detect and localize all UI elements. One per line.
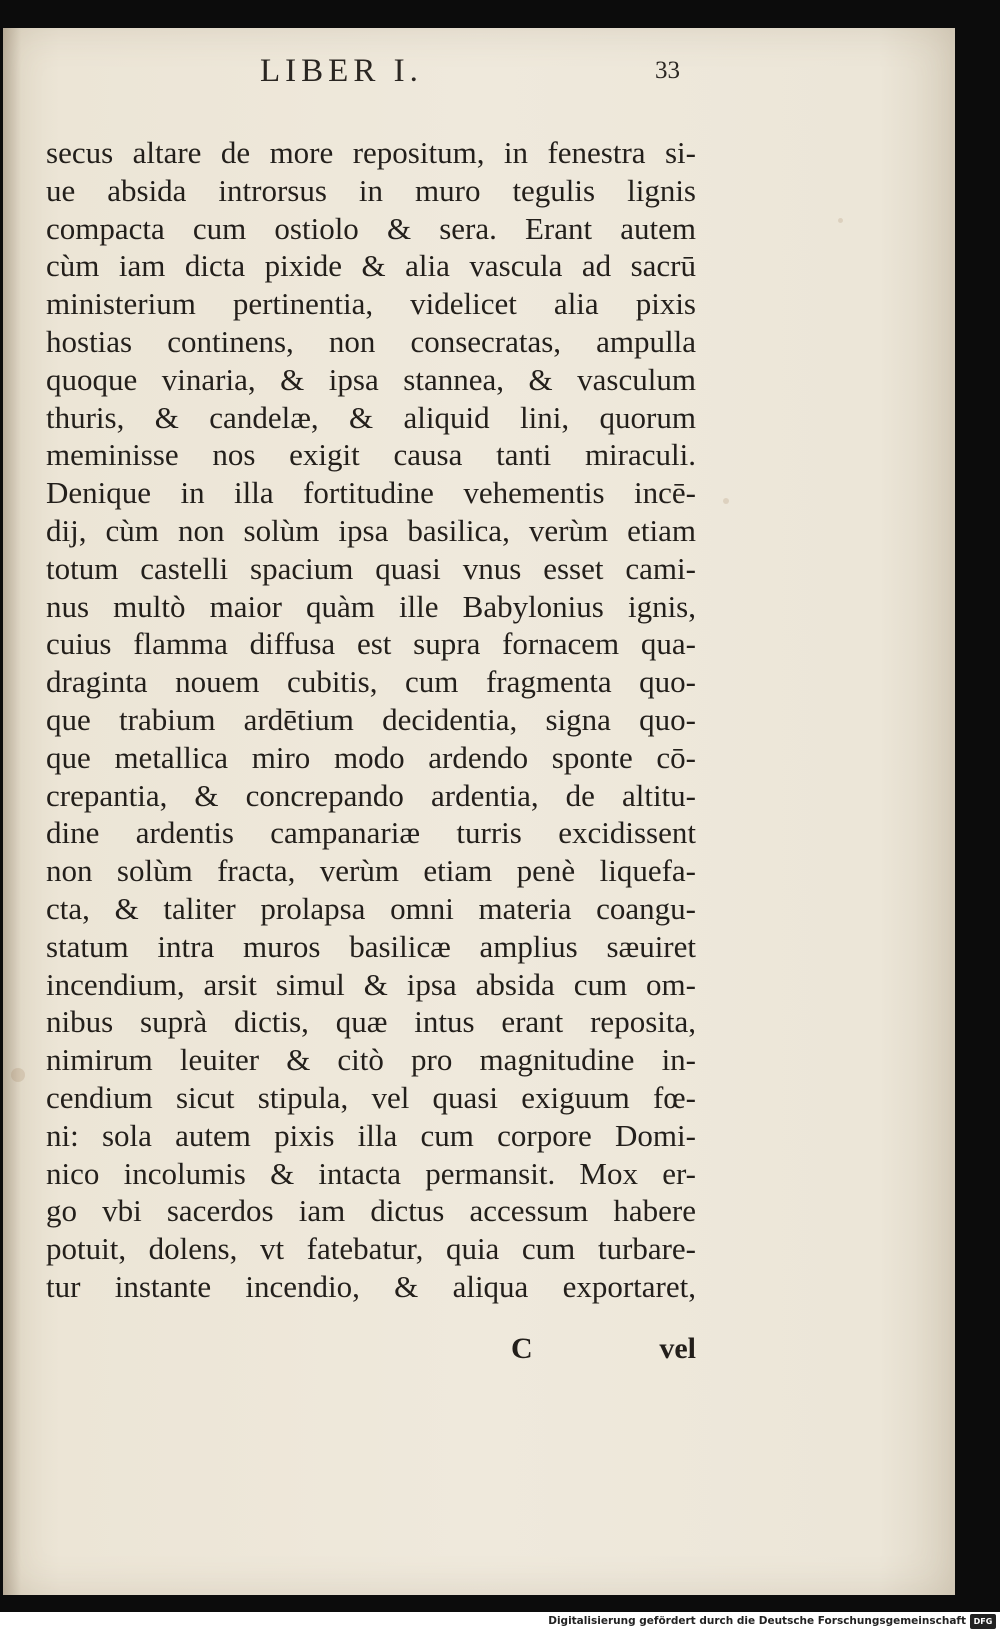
- text-line: cuius flamma diffusa est supra fornacem qua-: [46, 626, 696, 662]
- text-line: go vbi sacerdos iam dictus accessum habere: [46, 1193, 696, 1229]
- text-line: que trabium ardētium decidentia, signa quo-: [46, 701, 696, 737]
- text-line: cùm iam dicta pixide & alia vascula ad sacrū: [46, 248, 696, 284]
- text-line: dine ardentis campanariæ turris excidissent: [46, 815, 696, 851]
- text-line: nimirum leuiter & citò pro magnitudine in-: [46, 1042, 696, 1078]
- text-line: cendium sicut stipula, vel quasi exiguum fœ-: [46, 1079, 696, 1115]
- digitization-footer: [0, 1612, 1000, 1633]
- running-head: [45, 53, 695, 103]
- text-line: cta, & taliter prolapsa omni materia coangu-: [46, 890, 696, 926]
- foxing-stain: [838, 218, 843, 223]
- text-line: crepantia, & concrepando ardentia, de altitu-: [46, 777, 696, 813]
- funding-credit: Digitalisierung gefördert durch die Deutsche Forschungsgemeinschaft: [548, 1615, 966, 1627]
- running-title: LIBER I.: [260, 53, 423, 89]
- text-line: nico incolumis & intacta permansit. Mox er-: [46, 1155, 696, 1191]
- signature-mark: C: [511, 1332, 533, 1365]
- page-foot: [46, 1332, 696, 1372]
- text-line: secus altare de more repositum, in fenestra si-: [46, 135, 696, 170]
- text-line: nibus suprà dictis, quæ intus erant reposita,: [46, 1004, 696, 1040]
- text-line: non solùm fracta, verùm etiam penè liquefa-: [46, 853, 696, 889]
- text-line: tur instante incendio, & aliqua exportaret,: [46, 1268, 696, 1304]
- text-line: potuit, dolens, vt fatebatur, quia cum turbare-: [46, 1231, 696, 1267]
- text-line: Denique in illa fortitudine vehementis incē-: [46, 475, 696, 511]
- text-line: quoque vinaria, & ipsa stannea, & vasculum: [46, 361, 696, 397]
- text-line: dij, cùm non solùm ipsa basilica, verùm etiam: [46, 512, 696, 548]
- text-line: hostias continens, non consecratas, ampulla: [46, 323, 696, 359]
- text-line: totum castelli spacium quasi vnus esset cami-: [46, 550, 696, 586]
- foxing-stain: [723, 498, 729, 504]
- text-line: nus multò maior quàm ille Babylonius ignis,: [46, 588, 696, 624]
- text-line: ministerium pertinentia, videlicet alia pixis: [46, 286, 696, 322]
- text-line: ni: sola autem pixis illa cum corpore Domi-: [46, 1117, 696, 1153]
- dfg-logo: DFG: [970, 1614, 996, 1629]
- page-number: 33: [655, 57, 680, 84]
- text-line: statum intra muros basilicæ amplius sæuiret: [46, 928, 696, 964]
- text-line: meminisse nos exigit causa tanti miraculi.: [46, 437, 696, 473]
- body-text: [46, 134, 696, 1306]
- text-line: incendium, arsit simul & ipsa absida cum om-: [46, 966, 696, 1002]
- text-line: ue absida introrsus in muro tegulis lignis: [46, 172, 696, 208]
- text-line: que metallica miro modo ardendo sponte cō-: [46, 739, 696, 775]
- text-line: draginta nouem cubitis, cum fragmenta quo-: [46, 664, 696, 700]
- catchword: vel: [659, 1332, 696, 1365]
- foxing-stain: [11, 1068, 25, 1082]
- text-line: thuris, & candelæ, & aliquid lini, quorum: [46, 399, 696, 435]
- text-line: compacta cum ostiolo & sera. Erant autem: [46, 210, 696, 246]
